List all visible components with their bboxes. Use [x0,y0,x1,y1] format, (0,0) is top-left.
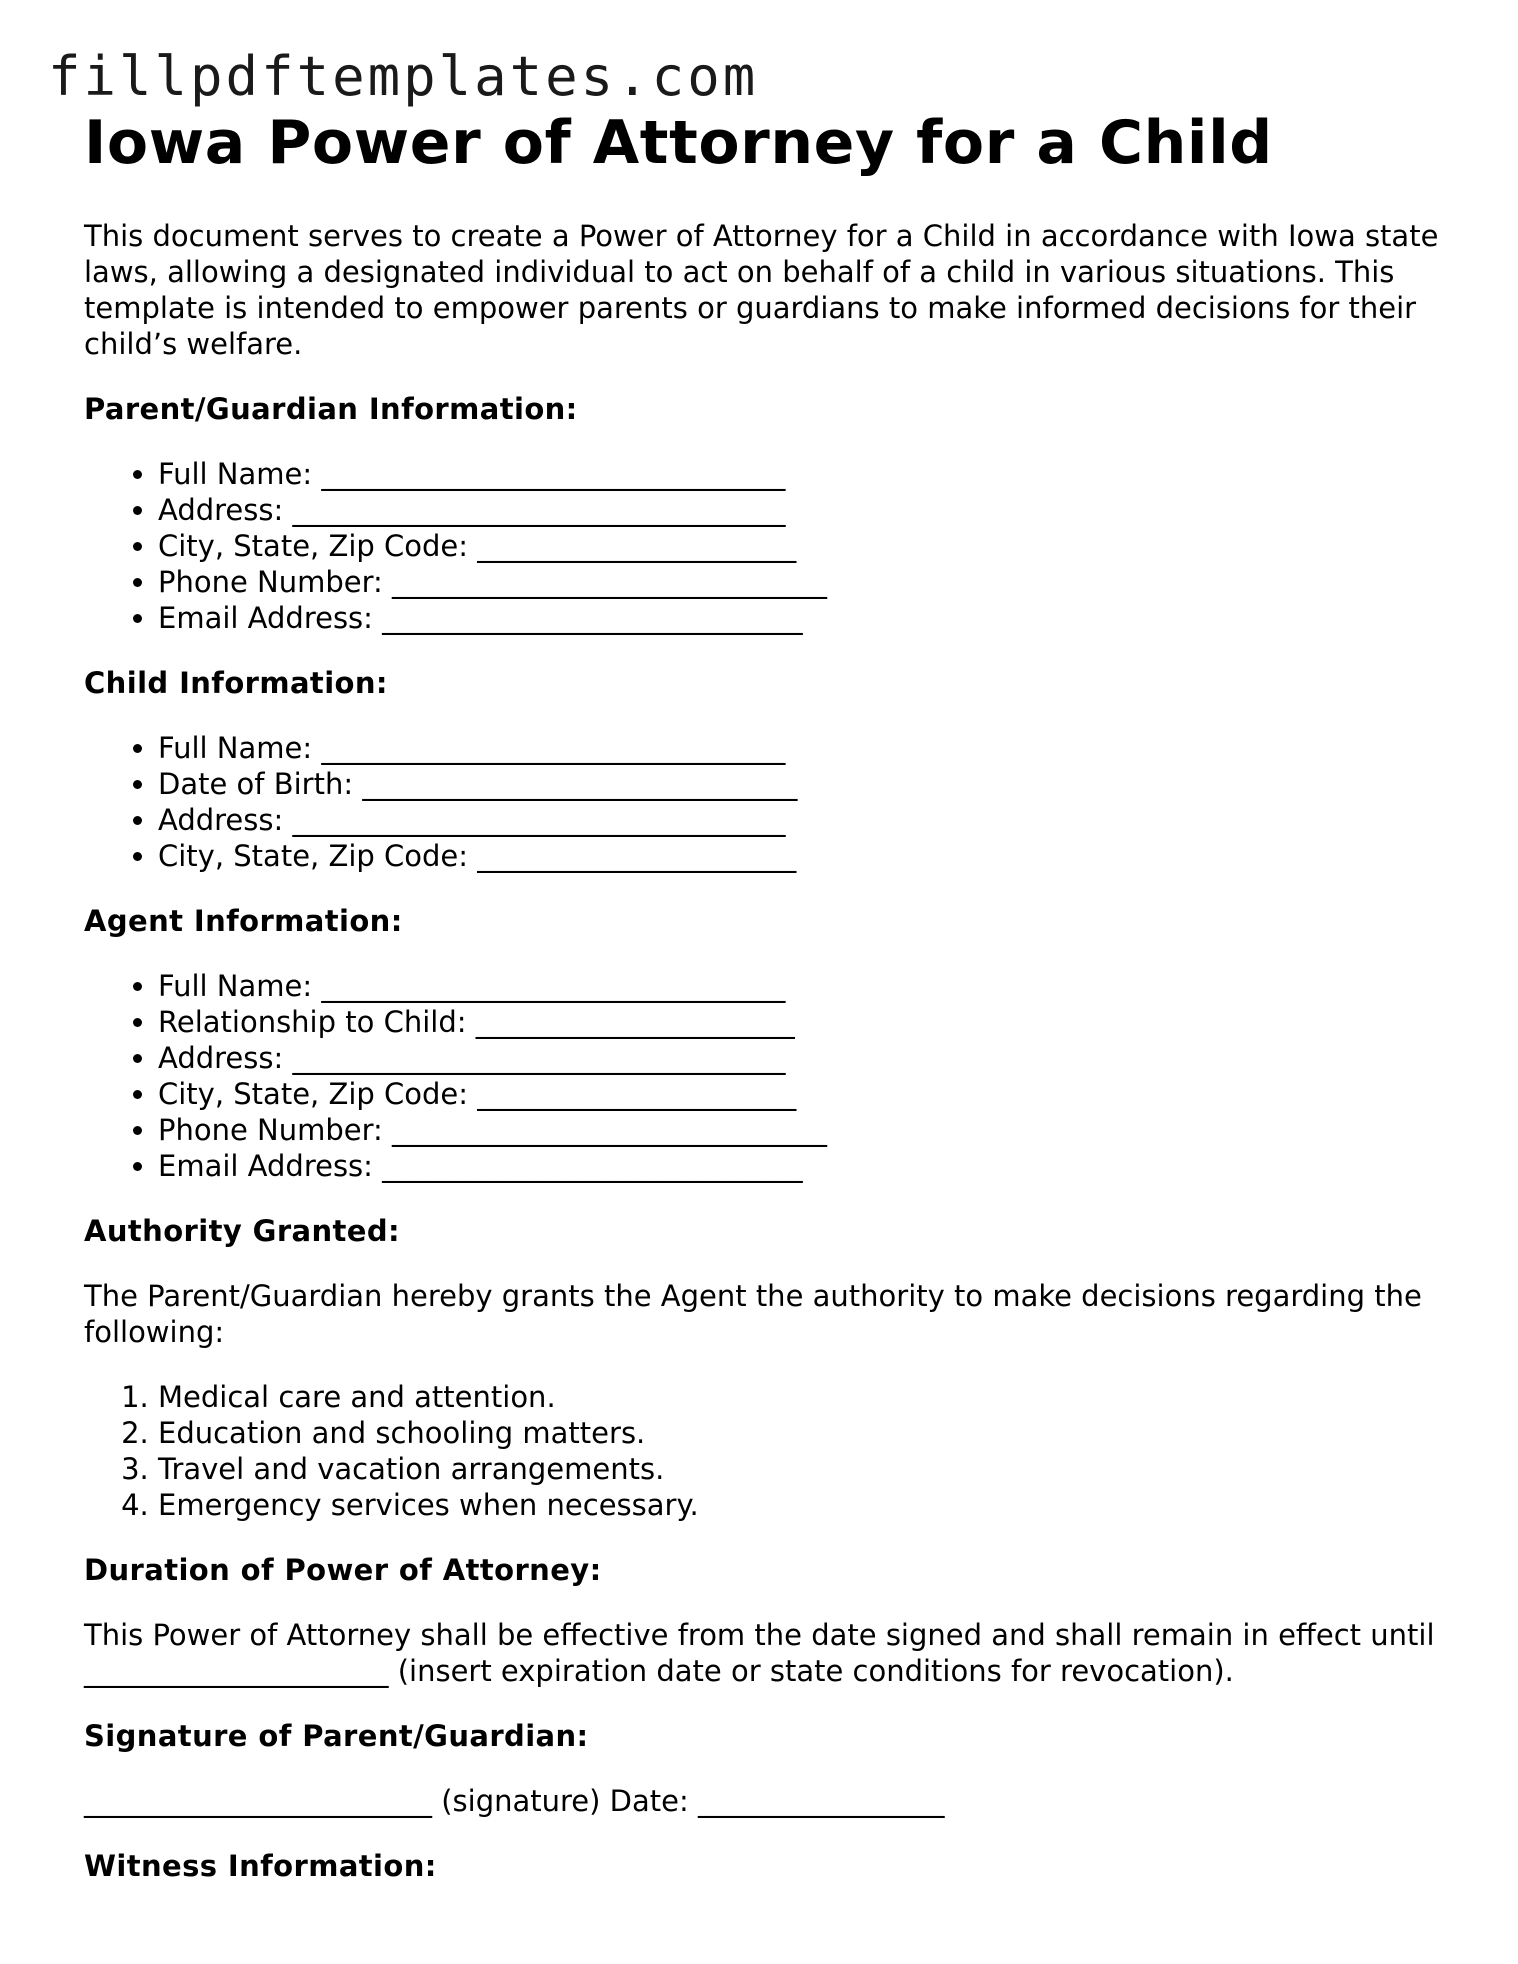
child-field-list [84,730,1444,874]
document-body [84,104,1444,1884]
agent-field-list [84,968,1444,1184]
agent-email-field[interactable]: • Email Address: _____________________________ [158,1148,1444,1184]
parent-city-state-zip-field[interactable]: • City, State, Zip Code: ______________________ [158,528,1444,564]
child-city-state-zip-field[interactable]: • City, State, Zip Code: ______________________ [158,838,1444,874]
authority-item-education: 2. Education and schooling matters. [158,1415,1444,1451]
duration-section-heading: Duration of Power of Attorney: [84,1553,602,1587]
authority-section-heading: Authority Granted: [84,1214,401,1248]
authority-list [84,1379,1444,1523]
authority-paragraph: The Parent/Guardian hereby grants the Agent the authority to make decisions regarding the following: [84,1279,1422,1349]
child-full-name-field[interactable]: • Full Name: ________________________________ [158,730,1444,766]
duration-paragraph[interactable]: This Power of Attorney shall be effective from the date signed and shall remain in effect until _____________________ (insert expiration date or state conditions for revocation). [84,1618,1435,1688]
parent-field-list [84,456,1444,636]
document-title: Iowa Power of Attorney for a Child [84,108,1273,178]
parent-section-heading: Parent/Guardian Information: [84,392,578,426]
child-dob-field[interactable]: • Date of Birth: ______________________________ [158,766,1444,802]
agent-full-name-field[interactable]: • Full Name: ________________________________ [158,968,1444,1004]
intro-paragraph: This document serves to create a Power of Attorney for a Child in accordance with Iowa state laws, allowing a designated individual to act on behalf of a child in various situations. This template is intended to empower parents or guardians to make informed decisions for their child’s welfare. [84,219,1439,361]
agent-section-heading: Agent Information: [84,904,403,938]
authority-item-emergency: 4. Emergency services when necessary. [158,1487,1444,1523]
parent-full-name-field[interactable]: • Full Name: ________________________________ [158,456,1444,492]
signature-section-heading: Signature of Parent/Guardian: [84,1719,589,1753]
site-watermark: fillpdftemplates.com [48,45,759,108]
agent-city-state-zip-field[interactable]: • City, State, Zip Code: ______________________ [158,1076,1444,1112]
authority-item-travel: 3. Travel and vacation arrangements. [158,1451,1444,1487]
agent-phone-field[interactable]: • Phone Number: ______________________________ [158,1112,1444,1148]
witness-section-heading: Witness Information: [84,1849,437,1883]
child-address-field[interactable]: • Address: __________________________________ [158,802,1444,838]
agent-relationship-field[interactable]: • Relationship to Child: ______________________ [158,1004,1444,1040]
child-section-heading: Child Information: [84,666,388,700]
agent-address-field[interactable]: • Address: __________________________________ [158,1040,1444,1076]
signature-line[interactable]: ________________________ (signature) Date: _________________ [84,1784,945,1818]
parent-email-field[interactable]: • Email Address: _____________________________ [158,600,1444,636]
parent-address-field[interactable]: • Address: __________________________________ [158,492,1444,528]
authority-item-medical: 1. Medical care and attention. [158,1379,1444,1415]
parent-phone-field[interactable]: • Phone Number: ______________________________ [158,564,1444,600]
